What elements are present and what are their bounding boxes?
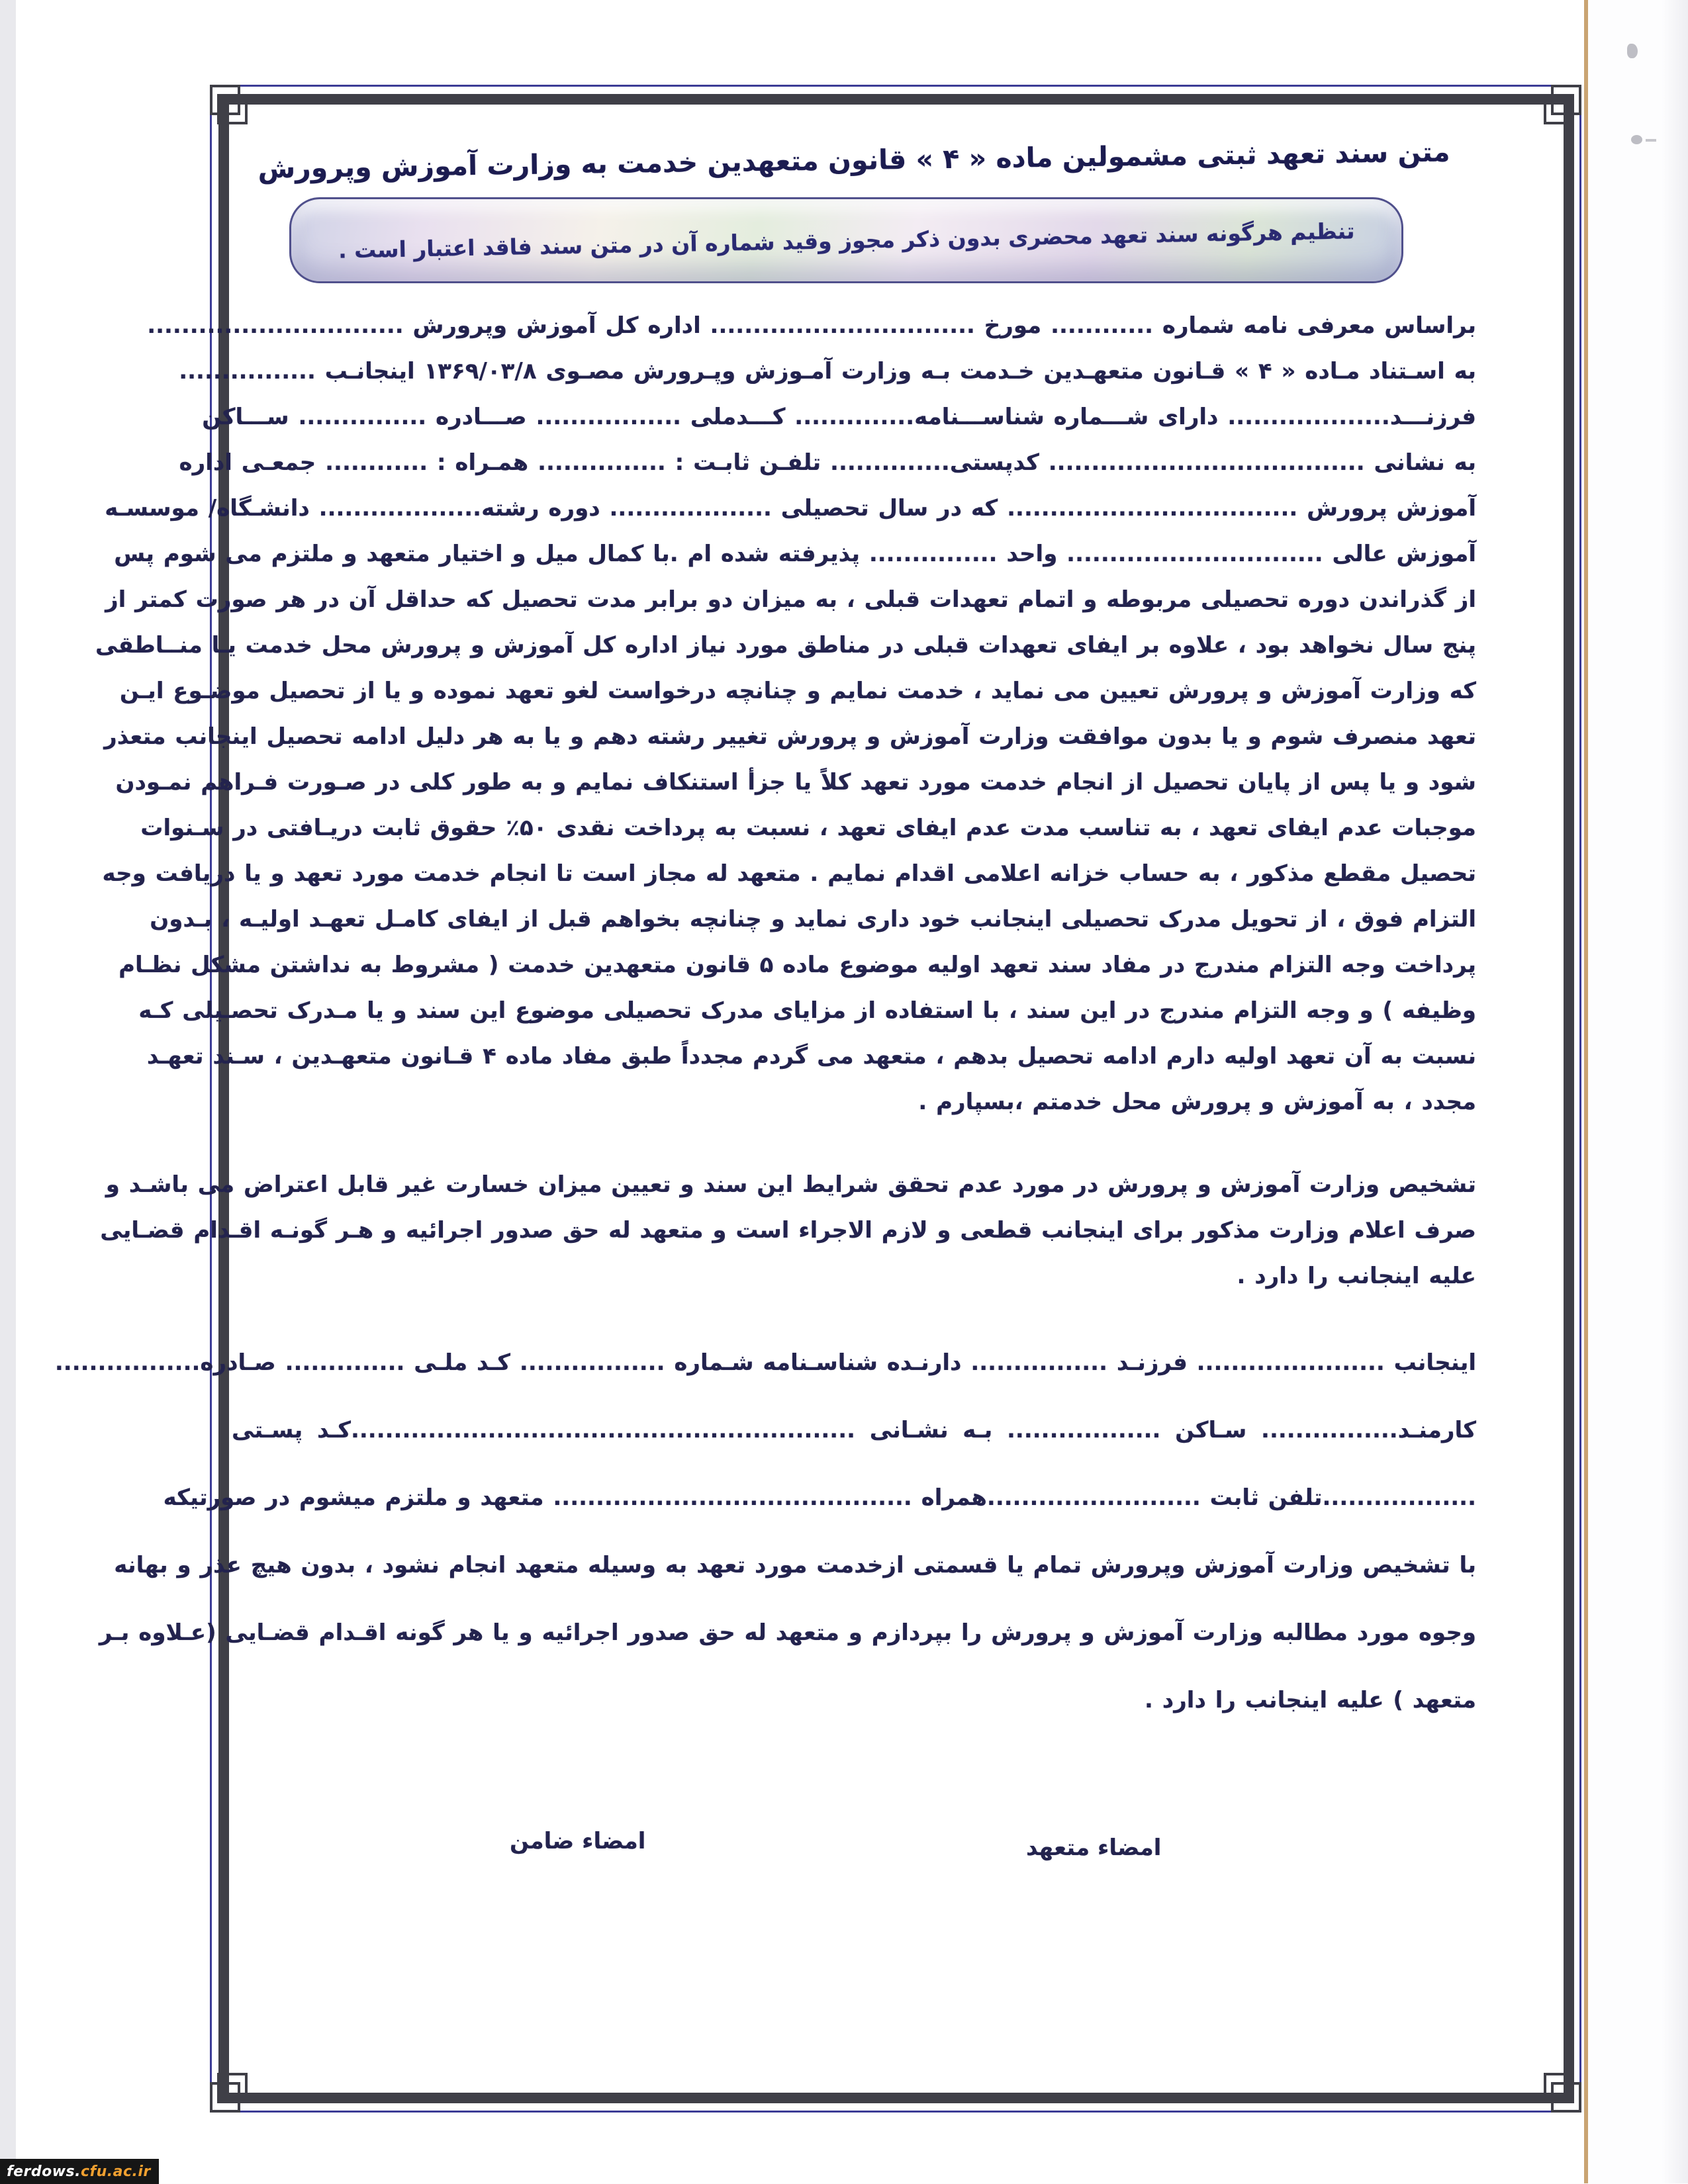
guarantor-paragraph [54, 1342, 1476, 1747]
contract-line: اینجانب ...................... فرزنـد ................ دارنـده شناسـنامه شـماره ................. کـد ملـی .............. صـادره................. [54, 1349, 1476, 1376]
contract-line: از گذراندن دوره تحصیلی مربوطه و اتمام تعهدات قبلی ، به میزان دو برابر مدت تحصیل که حداقل آن در هر صورت کمتر از [105, 586, 1476, 613]
contract-line: موجبات عدم ایفای تعهد ، به تناسب مدت عدم ایفای تعهد ، نسبت به پرداخت نقدی ۵۰٪ حقوق ثابت دریـافتی در سـنوات [140, 815, 1476, 841]
contract-line: علیه اینجانب را دارد . [1237, 1263, 1476, 1289]
contract-line: وجوه مورد مطالبه وزارت آموزش و پرورش را بپردازم و متعهد له حق صدور اجرائیه و یا هر گونه اقـدام قضـایی (عـلاوه بـر [99, 1619, 1476, 1646]
scan-right-edge-shadow [1662, 0, 1688, 2183]
contract-line: تعهد منصرف شوم و یا بدون موافقت وزارت آموزش و پرورش تغییر رشته دهم و یا به هر دلیل ادامه تحصیل اینجانب متعذر [104, 723, 1476, 750]
contract-line: به اسـتناد مـاده « ۴ » قـانون متعهـدین خـدمت بـه وزارت آمـوزش وپـرورش مصـوی ۱۳۶۹/۰۳/۸ اینجانـب ................ [179, 358, 1476, 385]
arbitration-paragraph [100, 1162, 1476, 1299]
notice-banner-text: تنظیم هرگونه سند تعهد محضری بدون ذکر مجوز وقید شماره آن در متن سند فاقد اعتبار است . [338, 217, 1355, 263]
frame-corner-ornament [217, 2073, 248, 2103]
contract-line: پرداخت وجه التزام مندرج در مفاد سند تعهد اولیه موضوع ماده ۵ قانون متعهدین خدمت ( مشروط به نداشتن مشکل نظـام [118, 952, 1476, 978]
contract-line: براساس معرفی نامه شماره ............ مورخ ............................... اداره کل آموزش وپرورش .............................. [147, 312, 1476, 339]
watermark-suffix: cfu.ac.ir [80, 2163, 151, 2180]
contract-line: پنج سال نخواهد بود ، علاوه بر ایفای تعهدات قبلی در مناطق مورد نیاز اداره کل آموزش و پرورش محل خدمت یـا منــاطقی [95, 632, 1476, 659]
contract-line: التزام فوق ، از تحویل مدرک تحصیلی اینجانب خود داری نماید و چنانچه بخواهم قبل از ایفای کامـل تعهـد اولیـه ، بـدون [150, 906, 1476, 933]
contract-line: فرزنـــد................... دارای شـــماره شناســـنامه.............. کـــدملی ................. صـــادره ............... ســـاکن [202, 404, 1476, 430]
contract-line: به نشانی ..................................... کدپستی.............. تلفـن ثابـت : ............... همـراه : ............ جمعـی اداره [179, 449, 1476, 476]
contract-line: متعهد ) علیه اینجانب را دارد . [1145, 1687, 1476, 1713]
frame-corner-ornament [217, 94, 248, 124]
watermark-prefix: ferdows. [7, 2163, 81, 2180]
frame-corner-ornament [1544, 2073, 1574, 2103]
obligor-signature-label: امضاء متعهد [1026, 1835, 1162, 1861]
paper-right-edge-line [1584, 0, 1588, 2183]
contract-line: ..................تلفن ثابت .........................همراه .......................................... متعهد و ملتزم میشوم در صورتیکه [163, 1484, 1476, 1511]
contract-line: مجدد ، به آموزش و پرورش محل خدمتم ،بسپارم . [918, 1089, 1476, 1115]
notice-banner [289, 197, 1403, 283]
contract-line: شود و یا پس از پایان تحصیل از انجام خدمت مورد تعهد کلاً یا جزأ استنکاف نمایم و به طور کلی در صـورت فـراهم نمـودن [115, 769, 1476, 796]
contract-line: صرف اعلام وزارت مذکور برای اینجانب قطعی و لازم الاجراء است و متعهد له حق صدور اجرائیه و هـر گونـه اقـدام قضـایی [100, 1217, 1476, 1244]
contract-line: آموزش عالی .............................. واحد ............... پذیرفته شده ام .با کمال میل و اختیار متعهد و ملتزم می شوم پس [114, 541, 1476, 567]
frame-corner-ornament [1544, 94, 1574, 124]
scan-speck [1627, 44, 1638, 58]
contract-line: با تشخیص وزارت آموزش وپرورش تمام یا قسمتی ازخدمت مورد تعهد به وسیله متعهد انجام نشود ، بدون هیچ عذر و بهانه [114, 1552, 1476, 1578]
guarantor-signature-label: امضاء ضامن [510, 1828, 646, 1854]
contract-line: کارمنـد................ سـاکن .................. بـه نشـانی ...........................................................کـد پسـتی [232, 1417, 1476, 1443]
contract-line: آموزش پرورش .................................. که در سال تحصیلی ................... دوره رشته................... دانشـگاه/ موسسـه [105, 495, 1476, 522]
contract-line: وظیفه ) و وجه التزام مندرج در این سند ، با استفاده از مزایای مدرک تحصیلی موضوع این سند و یا مـدرک تحصـیلی کـه [138, 997, 1476, 1024]
contract-line: که وزارت آموزش و پرورش تعیین می نماید ، خدمت نمایم و چنانچه درخواست لغو تعهد نموده و یا از تحصیل موضـوع ایـن [119, 678, 1476, 704]
contract-line: تحصیل مقطع مذکور ، به حساب خزانه اعلامی اقدام نمایم . متعهد له مجاز است تا انجام خدمت مورد تعهد و یا دریافت وجه [102, 860, 1476, 887]
contract-line: نسبت به آن تعهد اولیه دارم ادامه تحصیل بدهم ، متعهد می گردم مجدداً طبق مفاد ماده ۴ قـانون متعهـدین ، سـند تعهـد [146, 1043, 1476, 1069]
scan-left-edge-shadow [0, 0, 16, 2183]
intro-paragraph [95, 303, 1476, 1125]
page-title: متن سند تعهد ثبتی مشمولین ماده « ۴ » قانون متعهدین خدمت به وزارت آموزش وپرورش [258, 136, 1450, 185]
site-watermark [0, 2159, 159, 2184]
contract-line: تشخیص وزارت آموزش و پرورش در مورد عدم تحقق شرایط این سند و تعیین میزان خسارت غیر قابل اعتراض می باشـد و [105, 1171, 1476, 1198]
scan-speck [1631, 135, 1642, 144]
